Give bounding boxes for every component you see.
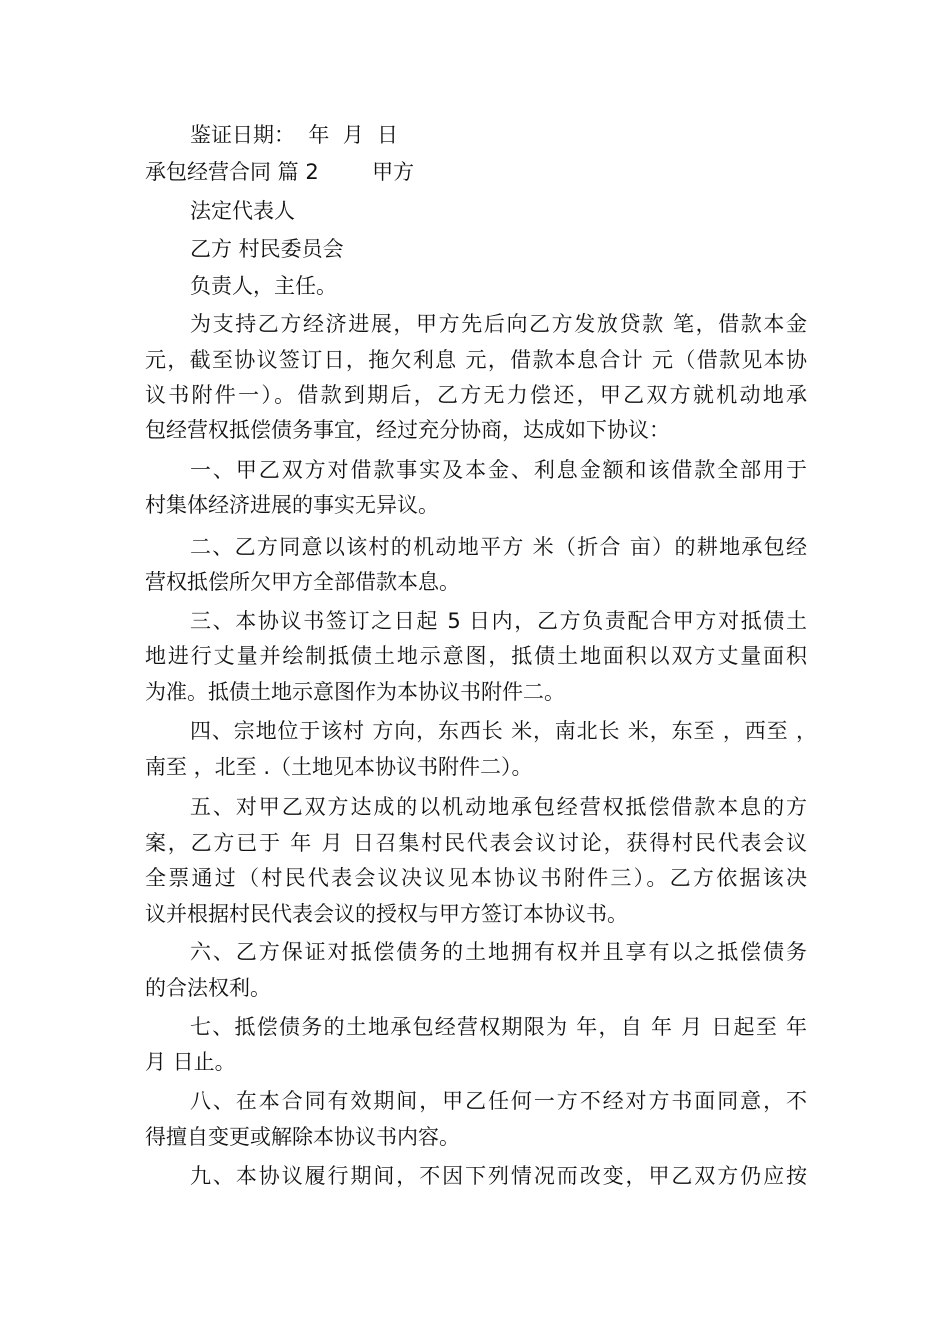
clause-5-line: 五、对甲乙双方达成的以机动地承包经营权抵偿借款本息的方 [190, 795, 807, 819]
clause-3-line: 为准。抵债土地示意图作为本协议书附件二。 [145, 680, 565, 704]
clause-7-line: 月 日止。 [145, 1050, 236, 1074]
clause-8-line: 八、在本合同有效期间，甲乙任何一方不经对方书面同意，不 [190, 1089, 807, 1113]
paragraph-line: 为支持乙方经济进展，甲方先后向乙方发放贷款 笔，借款本金 [190, 312, 807, 336]
clause-2-line: 营权抵偿所欠甲方全部借款本息。 [145, 570, 460, 594]
paragraph-line: 议书附件一）。借款到期后，乙方无力偿还，甲乙双方就机动地承 [145, 383, 807, 407]
clause-3-line: 地进行丈量并绘制抵债土地示意图，抵债土地面积以双方丈量面积 [145, 644, 807, 668]
clause-6-line: 的合法权利。 [145, 976, 271, 1000]
paragraph-line: 包经营权抵偿债务事宜，经过充分协商，达成如下协议： [145, 418, 670, 442]
responsible-person-line: 负责人，主任。 [190, 274, 337, 298]
clause-6-line: 六、乙方保证对抵偿债务的土地拥有权并且享有以之抵偿债务 [190, 940, 807, 964]
clause-4-line: 四、宗地位于该村 方向，东西长 米，南北长 米，东至 ，西至 ， [190, 719, 817, 743]
clause-9-line: 九、本协议履行期间，不因下列情况而改变，甲乙双方仍应按 [190, 1164, 807, 1188]
clause-5-line: 全票通过（村民代表会议决议见本协议书附件三）。乙方依据该决 [145, 866, 807, 890]
clause-1-line: 村集体经济进展的事实无异议。 [145, 493, 439, 517]
clause-3-line: 三、本协议书签订之日起 5 日内，乙方负责配合甲方对抵债土 [190, 609, 807, 633]
clause-5-line: 议并根据村民代表会议的授权与甲方签订本协议书。 [145, 902, 628, 926]
party-b-line: 乙方 村民委员会 [190, 237, 344, 261]
verification-date-line: 鉴证日期： 年 月 日 [190, 123, 399, 147]
contract-heading-line: 承包经营合同 篇 2 甲方 [145, 160, 415, 184]
clause-5-line: 案，乙方已于 年 月 日召集村民代表会议讨论，获得村民代表会议 [145, 831, 807, 855]
clause-7-line: 七、抵偿债务的土地承包经营权期限为 年，自 年 月 日起至 年 [190, 1015, 807, 1039]
paragraph-line: 元，截至协议签订日，拖欠利息 元，借款本息合计 元（借款见本协 [145, 348, 807, 372]
clause-2-line: 二、乙方同意以该村的机动地平方 米（折合 亩）的耕地承包经 [190, 535, 807, 559]
clause-4-line: 南至 ，北至 .（土地见本协议书附件二）。 [145, 755, 533, 779]
legal-representative-line: 法定代表人 [190, 199, 295, 223]
clause-1-line: 一、甲乙双方对借款事实及本金、利息金额和该借款全部用于 [190, 458, 807, 482]
clause-8-line: 得擅自变更或解除本协议书内容。 [145, 1125, 460, 1149]
